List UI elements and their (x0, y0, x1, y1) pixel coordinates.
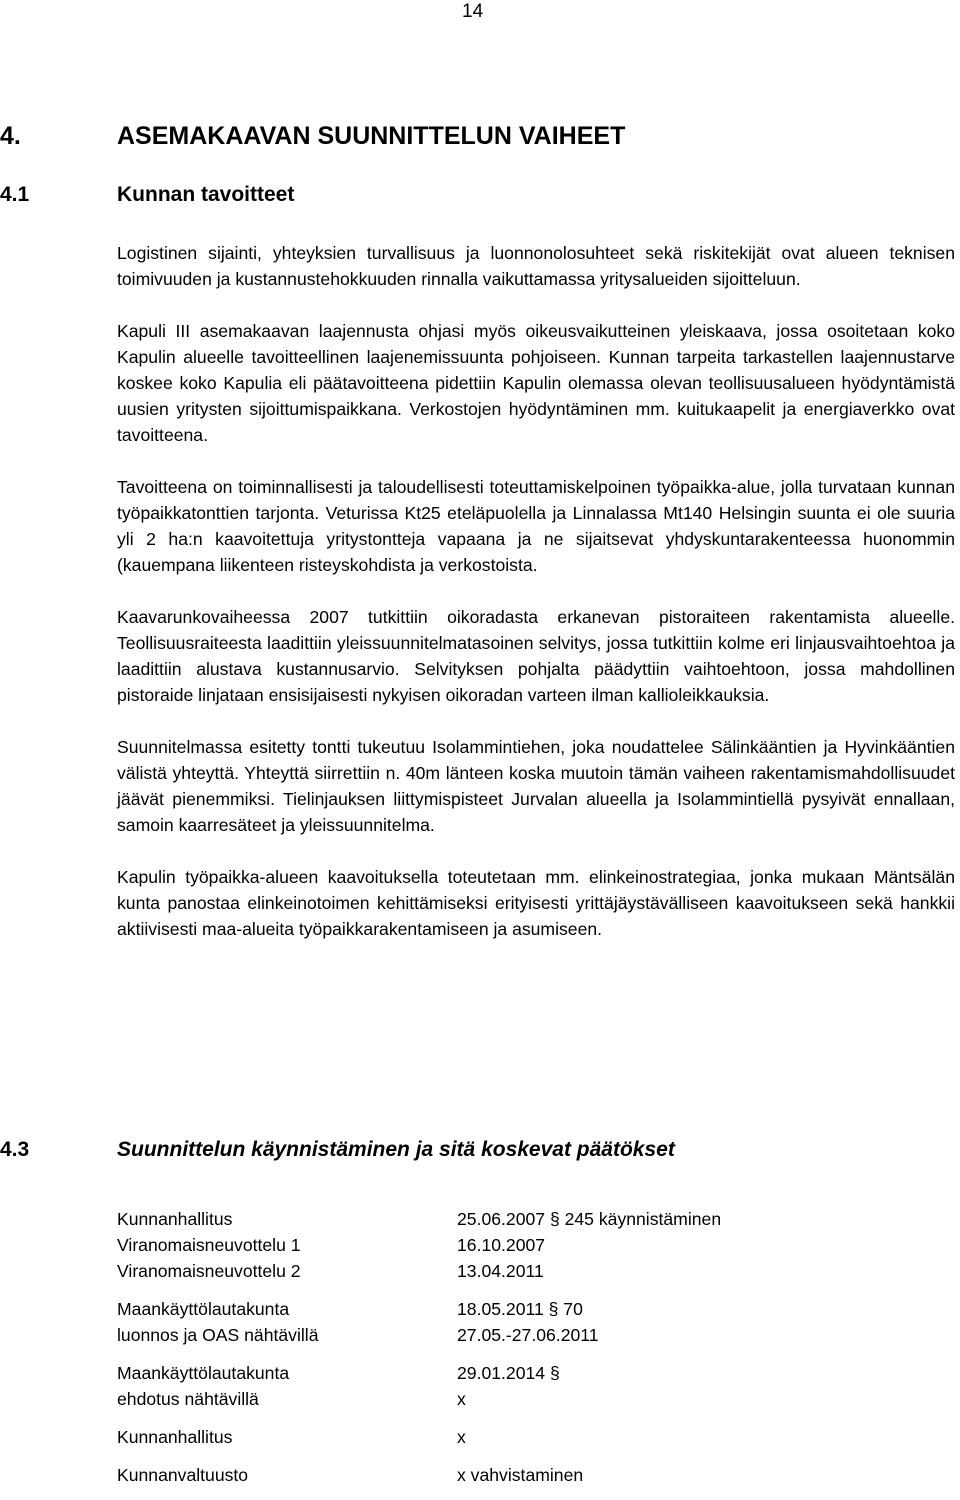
section-title: Kunnan tavoitteet (117, 183, 295, 206)
decision-group (117, 1206, 917, 1284)
decision-date: 18.05.2011 § 70 (457, 1299, 583, 1319)
paragraph: Tavoitteena on toiminnallisesti ja taloudellisesti toteuttamiskelpoinen työpaikka-alue, jolla turvataan kunnan työpaikkatonttien tarjonta. Veturissa Kt25 eteläpuolella ja Linnalassa Mt140 Helsingin suunta ei ole suuria yli 2 ha:n kaavoitettuja yritystontteja vapaana ja ne sijaitsevat yhdyskuntarakenteessa huonommin (kauempana liikenteen risteyskohdista ja verkostoista. (117, 477, 955, 575)
decision-date: x (457, 1389, 466, 1409)
section-title: Suunnittelun käynnistäminen ja sitä koskevat päätökset (117, 1138, 675, 1161)
decision-body: Viranomaisneuvottelu 1 (117, 1235, 301, 1255)
decision-group (117, 1462, 917, 1488)
decision-date: x (457, 1427, 466, 1447)
decision-body: Maankäyttölautakunta (117, 1299, 290, 1319)
decision-date: 16.10.2007 (457, 1235, 546, 1255)
section-number: 4.3 (0, 1138, 30, 1161)
paragraph: Logistinen sijainti, yhteyksien turvallisuus ja luonnonolosuhteet sekä riskitekijät ovat alueen teknisen toimivuuden ja kustannustehokkuuden rinnalla vaikuttamassa yritysalueiden sijoitteluun. (117, 243, 955, 289)
paragraph: Suunnitelmassa esitetty tontti tukeutuu Isolammintiehen, joka noudattelee Sälinkääntien ja Hyvinkääntien välistä yhteyttä. Yhteyttä siirrettiin n. 40m länteen koska muutoin tämän vaiheen rakentamismahdollisuudet jäävät pienemmiksi. Tielinjauksen liittymispisteet Jurvalan alueella ja Isolammintiellä pysyivät ennallaan, samoin kaarresäteet ja yleissuunnitelma. (117, 737, 955, 835)
decision-group (117, 1424, 917, 1450)
decision-body: Viranomaisneuvottelu 2 (117, 1261, 301, 1281)
decision-body: Kunnanhallitus (117, 1209, 233, 1229)
decision-row (117, 1424, 917, 1450)
decision-date: 25.06.2007 § 245 käynnistäminen (457, 1209, 722, 1229)
decision-row (117, 1462, 917, 1488)
decision-row (117, 1386, 917, 1412)
decision-row (117, 1258, 917, 1284)
decision-date: 27.05.-27.06.2011 (457, 1325, 599, 1345)
section-title: ASEMAKAAVAN SUUNNITTELUN VAIHEET (117, 122, 626, 150)
decision-date: 13.04.2011 (457, 1261, 544, 1281)
section-number: 4. (0, 122, 21, 150)
decision-group (117, 1360, 917, 1412)
decisions-list (117, 1206, 917, 1500)
paragraph: Kapulin työpaikka-alueen kaavoituksella toteutetaan mm. elinkeinostrategiaa, jonka mukaan Mäntsälän kunta panostaa elinkeinotoimen kehittämiseksi erityisesti yrittäjäystävälliseen kaavoitukseen sekä hankkii aktiivisesti maa-alueita työpaikkarakentamiseen ja asumiseen. (117, 867, 955, 939)
decision-row (117, 1360, 917, 1386)
decision-body: Maankäyttölautakunta (117, 1363, 290, 1383)
decision-date: 29.01.2014 § (457, 1363, 560, 1383)
decision-row (117, 1296, 917, 1322)
section-number: 4.1 (0, 183, 30, 206)
decision-body: Kunnanhallitus (117, 1427, 233, 1447)
decision-row (117, 1232, 917, 1258)
decision-date: x vahvistaminen (457, 1465, 584, 1485)
decision-group (117, 1296, 917, 1348)
decision-body: luonnos ja OAS nähtävillä (117, 1325, 319, 1345)
paragraph: Kapuli III asemakaavan laajennusta ohjasi myös oikeusvaikutteinen yleiskaava, jossa osoitetaan koko Kapulin alueelle tavoitteellinen laajenemissuunta pohjoiseen. Kunnan tarpeita tarkastellen laajennustarve koskee koko Kapulia eli päätavoitteena pidettiin Kapulin olemassa olevan teollisuusalueen hyödyntämistä uusien yritysten sijoittumispaikkana. Verkostojen hyödyntäminen mm. kuitukaapelit ja energiaverkko ovat tavoitteena. (117, 321, 955, 445)
decision-row (117, 1206, 917, 1232)
page-number: 14 (462, 1, 484, 22)
body-text (117, 240, 955, 968)
decision-row (117, 1322, 917, 1348)
decision-body: ehdotus nähtävillä (117, 1389, 259, 1409)
decision-body: Kunnanvaltuusto (117, 1465, 249, 1485)
paragraph: Kaavarunkovaiheessa 2007 tutkittiin oikoradasta erkanevan pistoraiteen rakentamista alueelle. Teollisuusraiteesta laadittiin yleissuunnitelmatasoinen selvitys, jossa tutkittiin kolme eri linjausvaihtoehtoa ja laadittiin alustava kustannusarvio. Selvityksen pohjalta päädyttiin vaihtoehtoon, jossa mahdollinen pistoraide linjataan ensisijaisesti nykyisen oikoradan varteen ilman kallioleikkauksia. (117, 607, 955, 705)
